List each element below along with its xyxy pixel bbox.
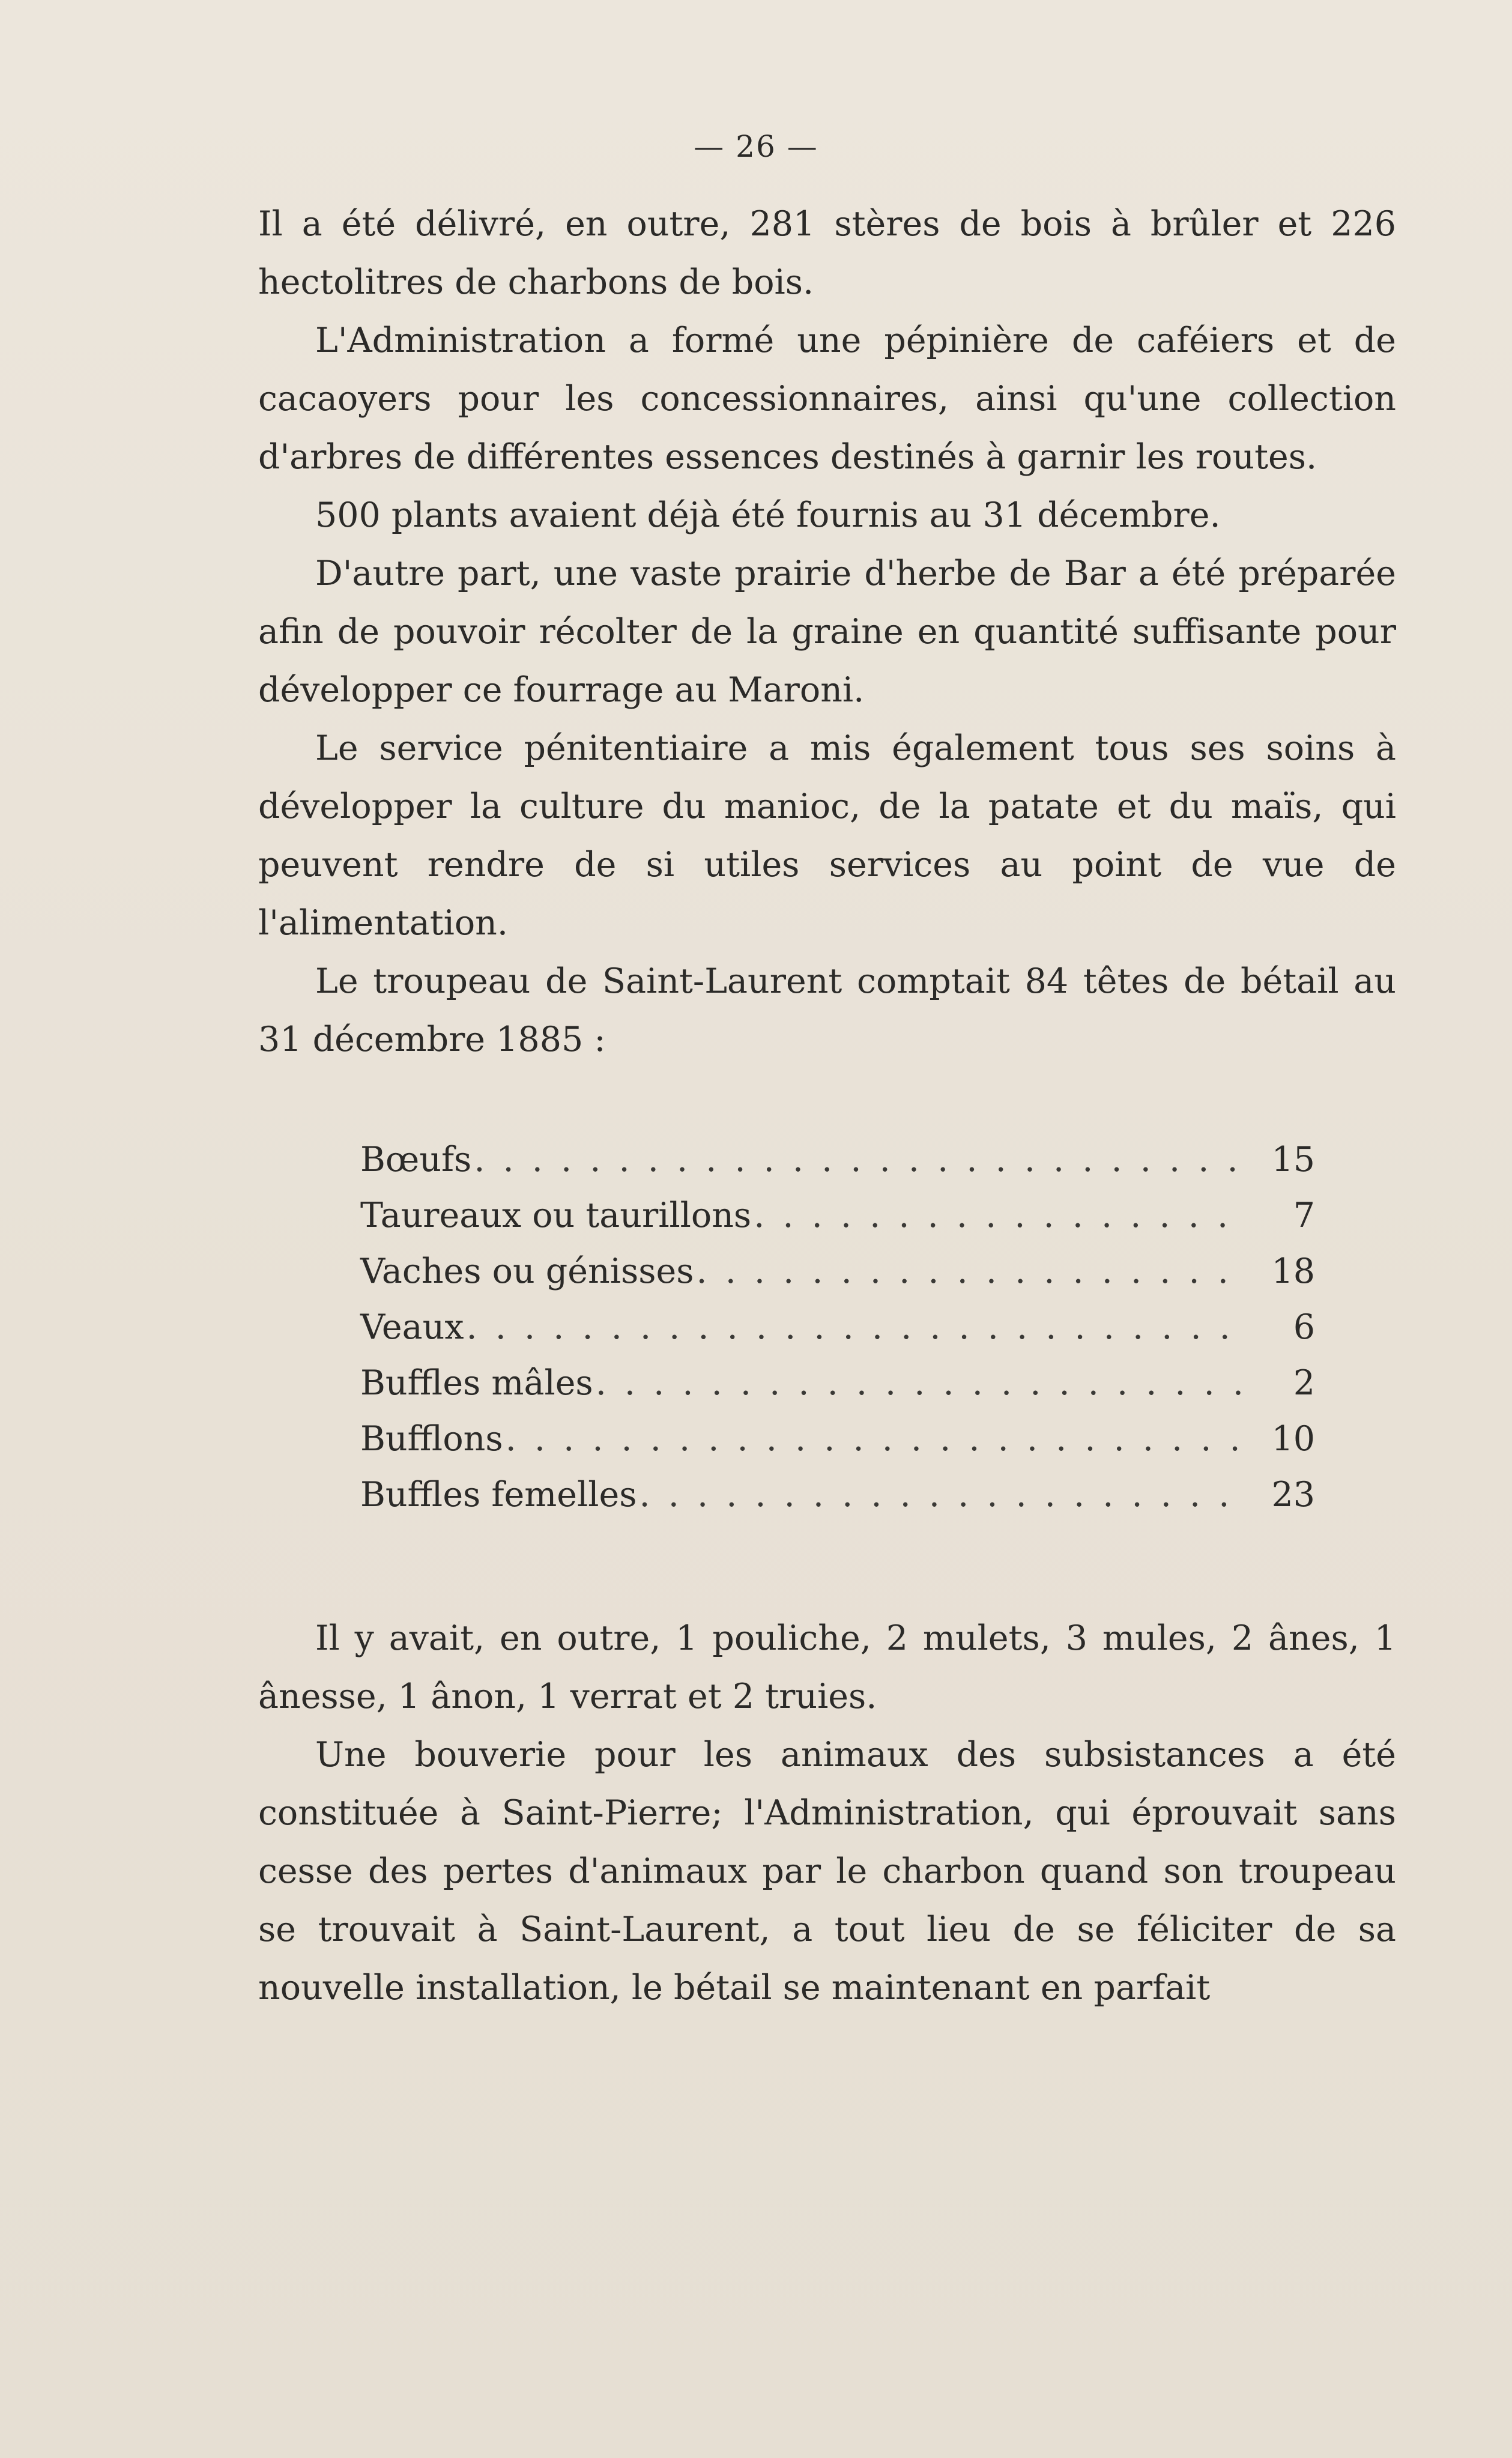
paragraph: Il y avait, en outre, 1 pouliche, 2 mulets, 3 mules, 2 ânes, 1 ânesse, 1 ânon, 1 verrat et 2 truies. bbox=[258, 1618, 1396, 1716]
paragraph: D'autre part, une vaste prairie d'herbe de Bar a été préparée afin de pouvoir récolter de la graine en quantité suffisante pour développer ce fourrage au Maroni. bbox=[258, 554, 1396, 710]
row-label: Veaux bbox=[360, 1307, 464, 1347]
dot-leader bbox=[751, 1188, 1249, 1244]
paragraph: Une bouverie pour les animaux des subsistances a été constituée à Saint-Pierre; l'Administration, qui éprouvait sans cesse des pertes d'animaux par le charbon quand son troupeau se trouvait à Saint-Laurent, a tout lieu de se féliciter de sa nouvelle installation, le bétail se maintenant en parfait bbox=[258, 1735, 1396, 2008]
row-label: Buffles mâles bbox=[360, 1363, 593, 1403]
dot-leader bbox=[503, 1411, 1249, 1467]
row-value: 18 bbox=[1271, 1252, 1315, 1291]
paragraph: Le troupeau de Saint-Laurent comptait 84 têtes de bétail au 31 décembre 1885 : bbox=[258, 961, 1396, 1059]
row-value: 23 bbox=[1271, 1475, 1315, 1515]
table-row bbox=[360, 1467, 1315, 1523]
dot-leader bbox=[637, 1467, 1249, 1523]
dot-leader bbox=[593, 1355, 1249, 1411]
row-label: Taureaux ou taurillons bbox=[360, 1196, 752, 1235]
row-value: 2 bbox=[1293, 1363, 1315, 1403]
row-value: 10 bbox=[1271, 1419, 1315, 1459]
row-value: 6 bbox=[1293, 1307, 1315, 1347]
dot-leader bbox=[464, 1300, 1249, 1355]
paragraph: L'Administration a formé une pépinière de caféiers et de cacaoyers pour les concessionnaires, ainsi qu'une collection d'arbres de différentes essences destinés à garnir les routes. bbox=[258, 321, 1396, 477]
row-label: Vaches ou génisses bbox=[360, 1252, 694, 1291]
row-label: Bufflons bbox=[360, 1419, 503, 1459]
row-label: Bœufs bbox=[360, 1140, 472, 1179]
livestock-table bbox=[360, 1132, 1315, 1523]
table-row bbox=[360, 1355, 1315, 1411]
paragraph: Le service pénitentiaire a mis également tous ses soins à développer la culture du manioc, de la patate et du maïs, qui peuvent rendre de si utiles services au point de vue de l'alimentation. bbox=[258, 728, 1396, 943]
table-row bbox=[360, 1132, 1315, 1188]
dot-leader bbox=[471, 1132, 1249, 1188]
paragraph: Il a été délivré, en outre, 281 stères de bois à brûler et 226 hectolitres de charbons de bois. bbox=[258, 204, 1396, 302]
dot-leader bbox=[694, 1244, 1249, 1300]
table-row bbox=[360, 1188, 1315, 1244]
body-text-top bbox=[258, 195, 1396, 1069]
body-text-bottom bbox=[258, 1609, 1396, 2017]
row-value: 7 bbox=[1293, 1196, 1315, 1235]
row-value: 15 bbox=[1271, 1140, 1315, 1179]
page-number: — 26 — bbox=[694, 129, 818, 164]
table-row bbox=[360, 1411, 1315, 1467]
row-label: Buffles femelles bbox=[360, 1475, 637, 1515]
table-row bbox=[360, 1244, 1315, 1300]
table-row bbox=[360, 1300, 1315, 1355]
paragraph: 500 plants avaient déjà été fournis au 31 décembre. bbox=[315, 495, 1221, 535]
